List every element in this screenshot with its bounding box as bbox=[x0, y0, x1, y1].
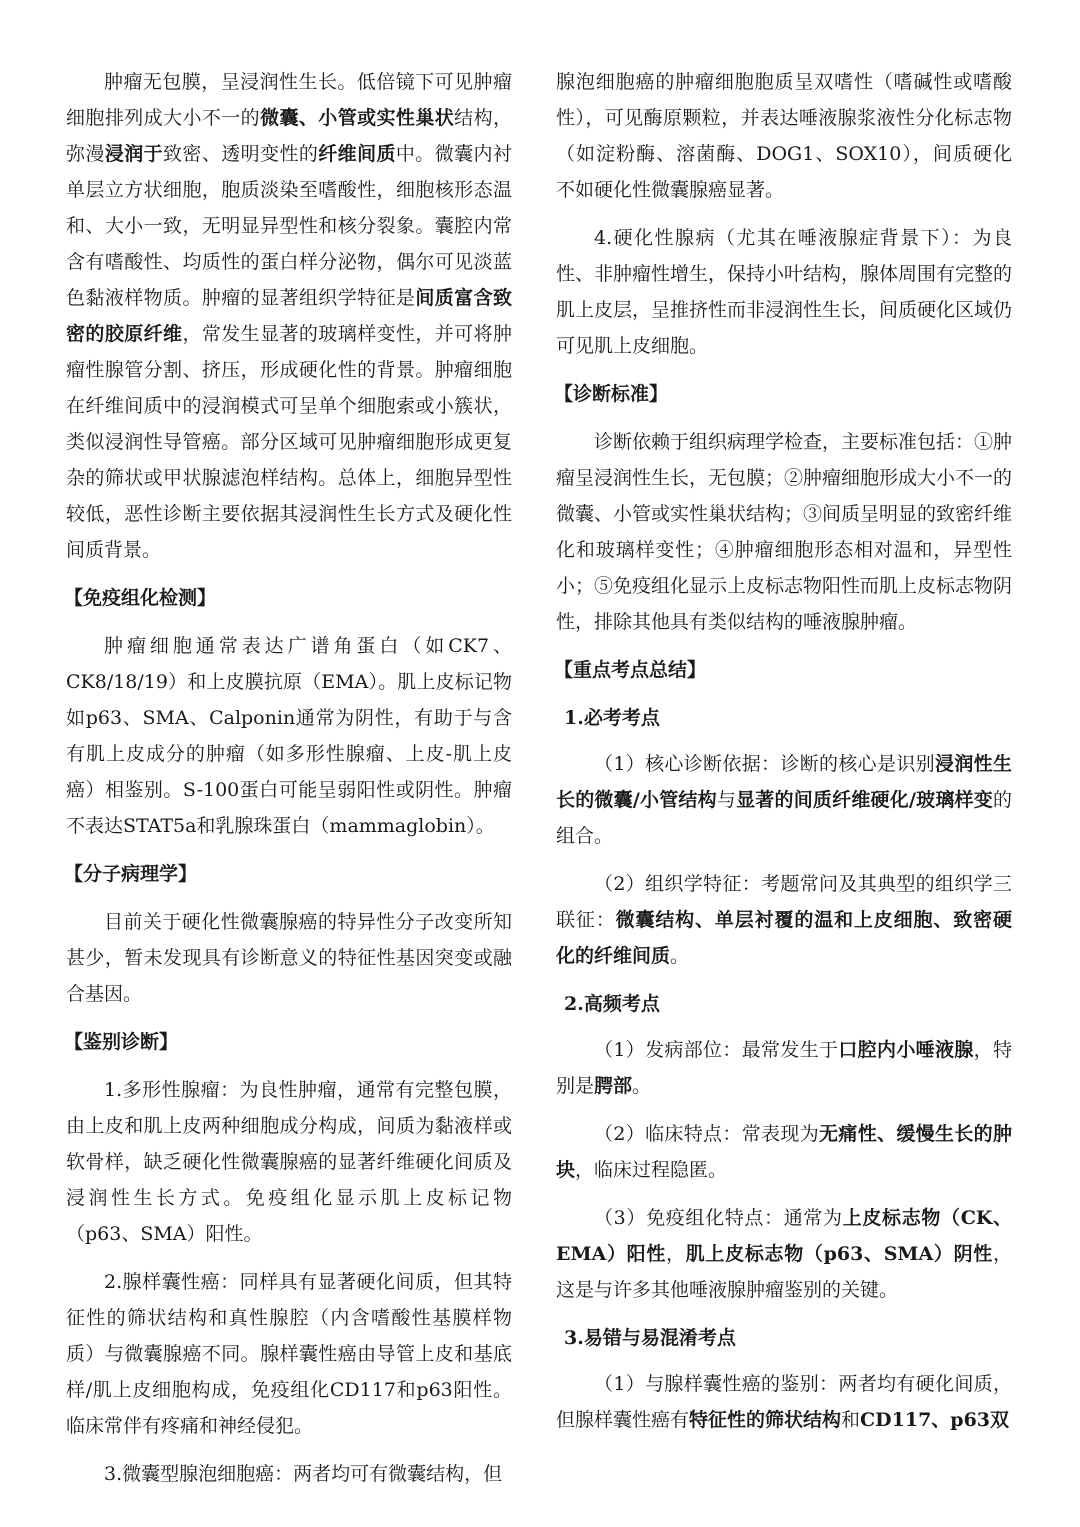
text-run: ，常发生显著的玻璃样变性，并可将肿瘤性腺管分割、挤压，形成硬化性的背景。肿瘤细胞在纤维间质中的浸润模式可呈单个细胞索或小簇状，类似浸润性导管癌。部分区域可见肿瘤细胞形成更复杂的筛状或甲状腺滤泡样结构。总体上，细胞异型性较低，恶性诊断主要依据其浸润性生长方式及硬化性间质背景。 bbox=[66, 323, 512, 561]
text-run: 肿瘤无包膜，呈浸润性生长。低倍镜下可见肿瘤细胞排列成大小不一的 bbox=[66, 71, 512, 129]
text-run: ， bbox=[666, 1243, 686, 1265]
text-run: 致密、透明变性的 bbox=[163, 143, 319, 165]
text-run: 。 bbox=[670, 945, 690, 967]
diagnosis-paragraph: 诊断依赖于组织病理学检查，主要标准包括：①肿瘤呈浸润性生长，无包膜；②肿瘤细胞形成大小不一的微囊、小管或实性巢状结构；③间质呈明显的致密纤维化和玻璃样变性；④肿瘤细胞形态相对温和，异型性小；⑤免疫组化显示上皮标志物阳性而肌上皮标志物阴性，排除其他具有类似结构的唾液腺肿瘤。 bbox=[556, 431, 1013, 633]
bold-text-run: 纤维间质 bbox=[318, 143, 396, 165]
high-frequency-subheading: 2.高频考点 bbox=[564, 993, 660, 1015]
molecular-paragraph: 目前关于硬化性微囊腺癌的特异性分子改变所知甚少，暂未发现具有诊断意义的特征性基因突变或融合基因。 bbox=[66, 911, 512, 1005]
bold-text-run: 特征性的筛状结构 bbox=[689, 1409, 842, 1431]
must-know-point-1 bbox=[556, 746, 1012, 854]
right-column bbox=[556, 64, 1012, 1450]
text-run: （1）发病部位：最常发生于 bbox=[594, 1039, 839, 1061]
confusable-point-1 bbox=[556, 1366, 1012, 1438]
text-run: （2）组织学特征：考题常问及其典型的组织学三联征： bbox=[556, 873, 1012, 931]
bold-text-run: CD117、p63双 bbox=[860, 1409, 1010, 1431]
text-run: （3）免疫组化特点：通常为 bbox=[594, 1207, 843, 1229]
text-run: 的组合。 bbox=[556, 789, 1012, 847]
text-run: 和 bbox=[841, 1409, 861, 1431]
text-run: （1）核心诊断依据：诊断的核心是识别 bbox=[594, 753, 935, 775]
differential-item-1: 1.多形性腺瘤：为良性肿瘤，通常有完整包膜，由上皮和肌上皮两种细胞成分构成，间质为黏液样或软骨样，缺乏硬化性微囊腺癌的显著纤维硬化间质及浸润性生长方式。免疫组化显示肌上皮标记物（p63、SMA）阳性。 bbox=[66, 1079, 512, 1245]
differential-item-3-continued: 腺泡细胞癌的肿瘤细胞胞质呈双嗜性（嗜碱性或嗜酸性），可见酶原颗粒，并表达唾液腺浆液性分化标志物（如淀粉酶、溶菌酶、DOG1、SOX10），间质硬化不如硬化性微囊腺癌显著。 bbox=[556, 71, 1012, 201]
bold-text-run: 口腔内小唾液腺 bbox=[838, 1039, 974, 1061]
ihc-heading: 【免疫组化检测】 bbox=[64, 587, 217, 609]
differential-heading: 【鉴别诊断】 bbox=[64, 1031, 179, 1053]
high-frequency-point-1 bbox=[556, 1032, 1012, 1104]
high-frequency-point-3 bbox=[556, 1200, 1012, 1308]
differential-item-3: 3.微囊型腺泡细胞癌：两者均可有微囊结构，但 bbox=[104, 1463, 503, 1485]
bold-text-run: 间质富含致密的胶原纤维 bbox=[66, 287, 512, 345]
text-run: 中。微囊内衬单层立方状细胞，胞质淡染至嗜酸性，细胞核形态温和、大小一致，无明显异型性和核分裂象。囊腔内常含有嗜酸性、均质性的蛋白样分泌物，偶尔可见淡蓝色黏液样物质。肿瘤的显著组织学特征是 bbox=[66, 143, 512, 309]
diagnosis-heading: 【诊断标准】 bbox=[554, 383, 669, 405]
bold-text-run: 无痛性、缓慢生长的肿块 bbox=[556, 1123, 1012, 1181]
text-run: ，临床过程隐匿。 bbox=[575, 1159, 728, 1181]
bold-text-run: 浸润于 bbox=[104, 143, 164, 165]
ihc-paragraph: 肿瘤细胞通常表达广谱角蛋白（如CK7、CK8/18/19）和上皮膜抗原（EMA）。肌上皮标记物如p63、SMA、Calponin通常为阴性，有助于与含有肌上皮成分的肿瘤（如多形性腺瘤、上皮-肌上皮癌）相鉴别。S-100蛋白可能呈弱阳性或阴性。肿瘤不表达STAT5a和乳腺珠蛋白（mammaglobin）。 bbox=[66, 635, 512, 837]
text-run: ，特别是 bbox=[556, 1039, 1012, 1097]
must-know-point-2 bbox=[556, 866, 1012, 974]
bold-text-run: 微囊、小管或实性巢状 bbox=[260, 107, 455, 129]
histology-paragraph bbox=[66, 64, 512, 568]
text-run: （1）与腺样囊性癌的鉴别：两者均有硬化间质，但腺样囊性癌有 bbox=[556, 1373, 1012, 1431]
confusable-subheading: 3.易错与易混淆考点 bbox=[564, 1327, 736, 1349]
must-know-subheading: 1.必考考点 bbox=[564, 707, 660, 729]
bold-text-run: 显著的间质纤维硬化/玻璃样变 bbox=[736, 789, 993, 811]
left-column bbox=[66, 64, 512, 1504]
bold-text-run: 上皮标志物（CK、EMA）阳性 bbox=[556, 1207, 1012, 1265]
differential-item-4: 4.硬化性腺病（尤其在唾液腺症背景下）：为良性、非肿瘤性增生，保持小叶结构，腺体周围有完整的肌上皮层，呈推挤性而非浸润性生长，间质硬化区域仍可见肌上皮细胞。 bbox=[556, 227, 1013, 357]
summary-heading: 【重点考点总结】 bbox=[554, 659, 707, 681]
text-run: （2）临床特点：常表现为 bbox=[594, 1123, 820, 1145]
text-run: 与 bbox=[716, 789, 737, 811]
bold-text-run: 腭部 bbox=[594, 1075, 633, 1097]
bold-text-run: 微囊结构、单层衬覆的温和上皮细胞、致密硬化的纤维间质 bbox=[556, 909, 1012, 967]
bold-text-run: 浸润性生长的微囊/小管结构 bbox=[556, 753, 1012, 811]
text-run: 。 bbox=[632, 1075, 652, 1097]
text-run: 结构，弥漫 bbox=[66, 107, 512, 165]
text-run: ，这是与许多其他唾液腺肿瘤鉴别的关键。 bbox=[556, 1243, 1012, 1301]
high-frequency-point-2 bbox=[556, 1116, 1012, 1188]
molecular-heading: 【分子病理学】 bbox=[64, 863, 198, 885]
bold-text-run: 肌上皮标志物（p63、SMA）阴性 bbox=[685, 1243, 993, 1265]
differential-item-2: 2.腺样囊性癌：同样具有显著硬化间质，但其特征性的筛状结构和真性腺腔（内含嗜酸性基膜样物质）与微囊腺癌不同。腺样囊性癌由导管上皮和基底样/肌上皮细胞构成，免疫组化CD117和p63阳性。临床常伴有疼痛和神经侵犯。 bbox=[66, 1271, 512, 1437]
